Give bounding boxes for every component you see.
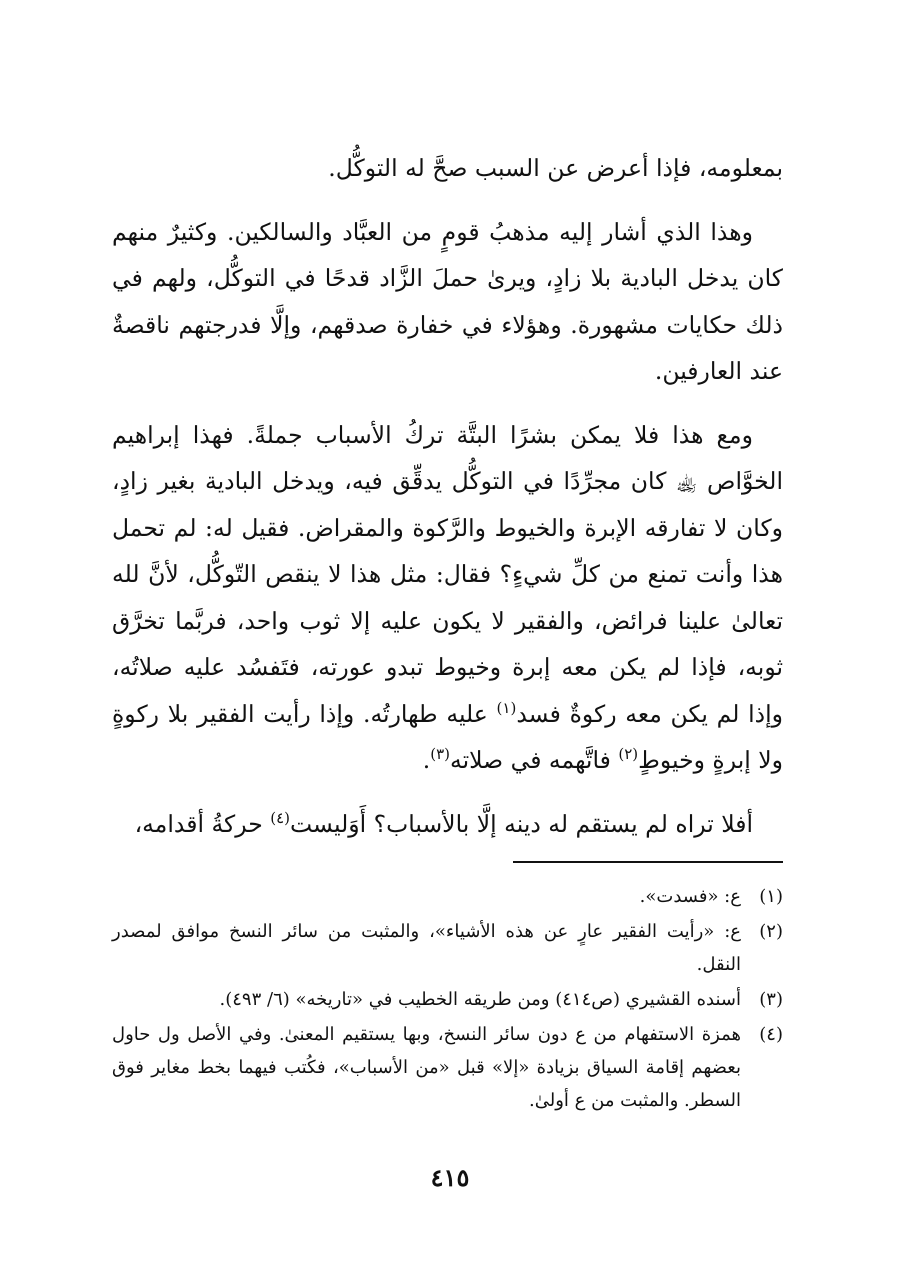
paragraph-3 [112,412,783,784]
page-number: ٤١٥ [430,1163,470,1192]
paragraph-text: بمعلومه، فإذا أعرض عن السبب صحَّ له التوكُّل. [328,154,783,182]
footnote-text: أسنده القشيري (ص٤١٤) ومن طريقه الخطيب في «تاريخه» (٦/ ٤٩٣). [219,989,741,1010]
footnote-ref-2[interactable]: (٢) [618,745,639,764]
footnote-4 [112,1018,783,1117]
footnote-number: (١) [759,886,783,907]
footnote-separator [513,861,783,863]
paragraph-text: أفلا تراه لم يستقم له دينه إلَّا بالأسباب؟ أَوَليست [289,809,753,838]
footnote-2 [112,915,783,981]
footnote-ref-3[interactable]: (٣) [430,745,451,764]
footnote-number: (٤) [759,1024,783,1045]
paragraph-text: ومع هذا فلا يمكن بشرًا البتَّة تركُ الأسباب جملةً. فهذا إبراهيم الخوَّاص ﵀ كان مجرِّدًا في التوكُّل يدقِّق فيه، ويدخل البادية بغير زادٍ، وكان لا تفارقه الإبرة والخيوط والرَّكوة والمقراض. فقيل له: لم تحمل هذا وأنت تمنع من كلِّ شيءٍ؟ فقال: مثل هذا لا ينقص التّوكُّل، لأنَّ لله تعالىٰ علينا فرائض، والفقير لا يكون عليه إلا ثوب واحد، فربَّما تخرَّق ثوبه، فإذا لم يكن معه إبرة وخيوط تبدو عورته، فتَفسُد عليه صلاتُه، وإذا لم يكن معه ركوةٌ فسد [112,420,783,728]
footnote-text: ع: «رأيت الفقير عارٍ عن هذه الأشياء»، والمثبت من سائر النسخ موافق لمصدر النقل. [112,921,741,975]
paragraph-2 [112,209,783,395]
paragraph-4 [112,801,783,848]
footnote-ref-4[interactable]: (٤) [270,808,290,827]
footnote-number: (٣) [759,989,783,1010]
paragraph-text: حركةُ أقدامه، [134,809,271,838]
footnote-ref-1[interactable]: (١) [496,698,517,717]
footnotes [112,880,783,1119]
paragraph-text: عليه طهارتُه. وإذا رأيت الفقير بلا ركوةٍ ولا إبرةٍ وخيوطٍ [112,699,783,774]
footnote-number: (٢) [759,921,783,942]
paragraph-1 [112,145,783,192]
footnote-3 [112,983,783,1016]
footnote-1 [112,880,783,913]
footnote-text: ع: «فسدت». [639,886,741,907]
paragraph-text: . [422,746,431,774]
footnote-text: همزة الاستفهام من ع دون سائر النسخ، وبها يستقيم المعنىٰ. وفي الأصل ول حاول بعضهم إقامة السياق بزيادة «إلا» قبل «من الأسباب»، فكُتب فيهما بخط مغاير فوق السطر. والمثبت من ع أولىٰ. [112,1024,741,1111]
main-text [112,145,783,864]
paragraph-text: فاتَّهمه في صلاته [450,746,619,774]
paragraph-text: وهذا الذي أشار إليه مذهبُ قومٍ من العبَّاد والسالكين. وكثيرٌ منهم كان يدخل البادية بلا زادٍ، ويرىٰ حملَ الزَّاد قدحًا في التوكُّل، ولهم في ذلك حكايات مشهورة. وهؤلاء في خفارة صدقهم، وإلَّا فدرجتهم ناقصةٌ عند العارفين. [112,217,783,385]
